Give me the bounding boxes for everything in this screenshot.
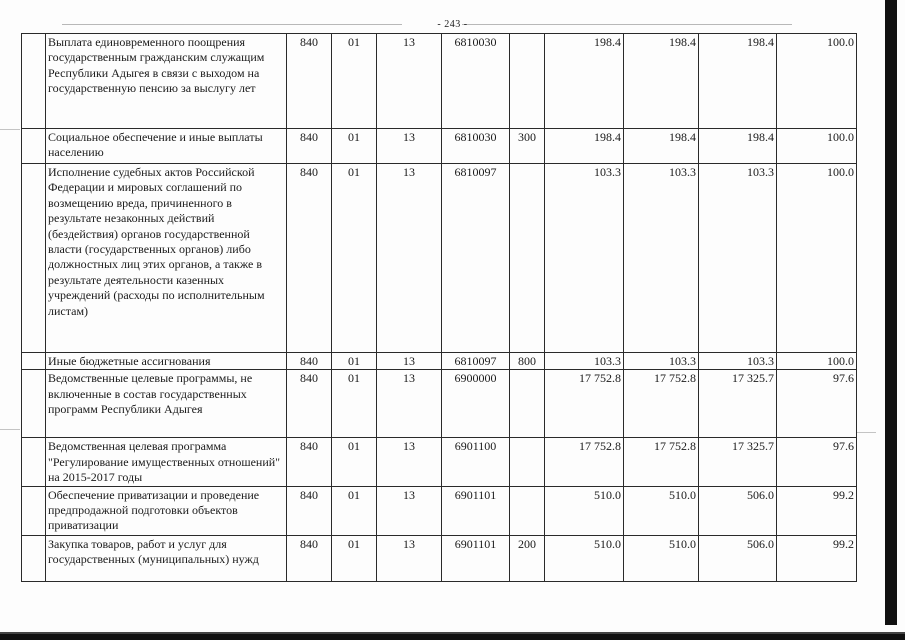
target-code: 6810097 [442,164,510,353]
row-marker-cell [22,535,46,581]
executed-amount: 17 325.7 [699,438,777,486]
table-row [22,486,857,535]
execution-percent: 100.0 [777,34,857,129]
table-row [22,353,857,370]
execution-percent: 100.0 [777,353,857,370]
subsection-code: 13 [377,486,442,535]
ministry-code: 840 [287,129,332,164]
subsection-code: 13 [377,370,442,438]
scan-border-bottom [0,634,905,640]
ministry-code: 840 [287,535,332,581]
execution-percent: 99.2 [777,535,857,581]
section-code: 01 [332,353,377,370]
target-code: 6810097 [442,353,510,370]
expense-type-code [510,486,545,535]
executed-amount: 103.3 [699,164,777,353]
ministry-code: 840 [287,353,332,370]
table-row [22,34,857,129]
ministry-code: 840 [287,34,332,129]
table-row [22,129,857,164]
planned-amount: 17 752.8 [624,370,699,438]
execution-percent: 97.6 [777,438,857,486]
executed-amount: 198.4 [699,129,777,164]
planned-amount: 198.4 [624,129,699,164]
expense-type-code [510,370,545,438]
target-code: 6901100 [442,438,510,486]
scan-mark [856,432,876,433]
approved-amount: 198.4 [545,129,624,164]
row-name: Обеспечение приватизации и проведение предпродажной подготовки объектов приватизации [46,486,287,535]
budget-table [21,33,857,582]
table-row [22,164,857,353]
section-code: 01 [332,34,377,129]
row-marker-cell [22,370,46,438]
executed-amount: 17 325.7 [699,370,777,438]
executed-amount: 506.0 [699,535,777,581]
row-marker-cell [22,438,46,486]
ministry-code: 840 [287,370,332,438]
section-code: 01 [332,486,377,535]
expense-type-code: 800 [510,353,545,370]
target-code: 6810030 [442,34,510,129]
execution-percent: 99.2 [777,486,857,535]
planned-amount: 103.3 [624,164,699,353]
subsection-code: 13 [377,535,442,581]
ministry-code: 840 [287,164,332,353]
row-name: Иные бюджетные ассигнования [46,353,287,370]
approved-amount: 510.0 [545,486,624,535]
approved-amount: 103.3 [545,353,624,370]
section-code: 01 [332,129,377,164]
row-name: Закупка товаров, работ и услуг для государственных (муниципальных) нужд [46,535,287,581]
row-marker-cell [22,34,46,129]
executed-amount: 198.4 [699,34,777,129]
row-name: Социальное обеспечение и иные выплаты населению [46,129,287,164]
section-code: 01 [332,438,377,486]
expense-type-code: 200 [510,535,545,581]
approved-amount: 198.4 [545,34,624,129]
row-marker-cell [22,164,46,353]
approved-amount: 17 752.8 [545,438,624,486]
table-row [22,535,857,581]
target-code: 6900000 [442,370,510,438]
approved-amount: 103.3 [545,164,624,353]
expense-type-code [510,34,545,129]
table-row [22,438,857,486]
planned-amount: 198.4 [624,34,699,129]
ministry-code: 840 [287,486,332,535]
section-code: 01 [332,370,377,438]
subsection-code: 13 [377,438,442,486]
subsection-code: 13 [377,164,442,353]
approved-amount: 510.0 [545,535,624,581]
row-marker-cell [22,129,46,164]
planned-amount: 510.0 [624,486,699,535]
row-name: Ведомственные целевые программы, не включенные в состав государственных программ Республики Адыгея [46,370,287,438]
subsection-code: 13 [377,129,442,164]
row-name: Исполнение судебных актов Российской Федерации и мировых соглашений по возмещению вреда, причиненного в результате незаконных действий (бездействия) органов государственной власти (государственных органов) либо должностных лиц этих органов, а также в результате деятельности казенных учреждений (расходы по исполнительным листам) [46,164,287,353]
subsection-code: 13 [377,34,442,129]
execution-percent: 97.6 [777,370,857,438]
planned-amount: 510.0 [624,535,699,581]
expense-type-code [510,438,545,486]
executed-amount: 506.0 [699,486,777,535]
section-code: 01 [332,164,377,353]
execution-percent: 100.0 [777,129,857,164]
target-code: 6901101 [442,535,510,581]
row-name: Ведомственная целевая программа "Регулирование имущественных отношений" на 2015-2017 годы [46,438,287,486]
page-number: - 243 - [437,19,468,30]
scan-mark [0,429,20,430]
expense-type-code: 300 [510,129,545,164]
scan-border-right [885,0,897,625]
table-row [22,370,857,438]
planned-amount: 17 752.8 [624,438,699,486]
row-marker-cell [22,486,46,535]
execution-percent: 100.0 [777,164,857,353]
section-code: 01 [332,535,377,581]
target-code: 6810030 [442,129,510,164]
ministry-code: 840 [287,438,332,486]
subsection-code: 13 [377,353,442,370]
target-code: 6901101 [442,486,510,535]
approved-amount: 17 752.8 [545,370,624,438]
planned-amount: 103.3 [624,353,699,370]
scan-mark [0,129,20,130]
expense-type-code [510,164,545,353]
executed-amount: 103.3 [699,353,777,370]
row-marker-cell [22,353,46,370]
row-name: Выплата единовременного поощрения государственным гражданским служащим Республики Адыгея в связи с выходом на государственную пенсию за выслугу лет [46,34,287,129]
